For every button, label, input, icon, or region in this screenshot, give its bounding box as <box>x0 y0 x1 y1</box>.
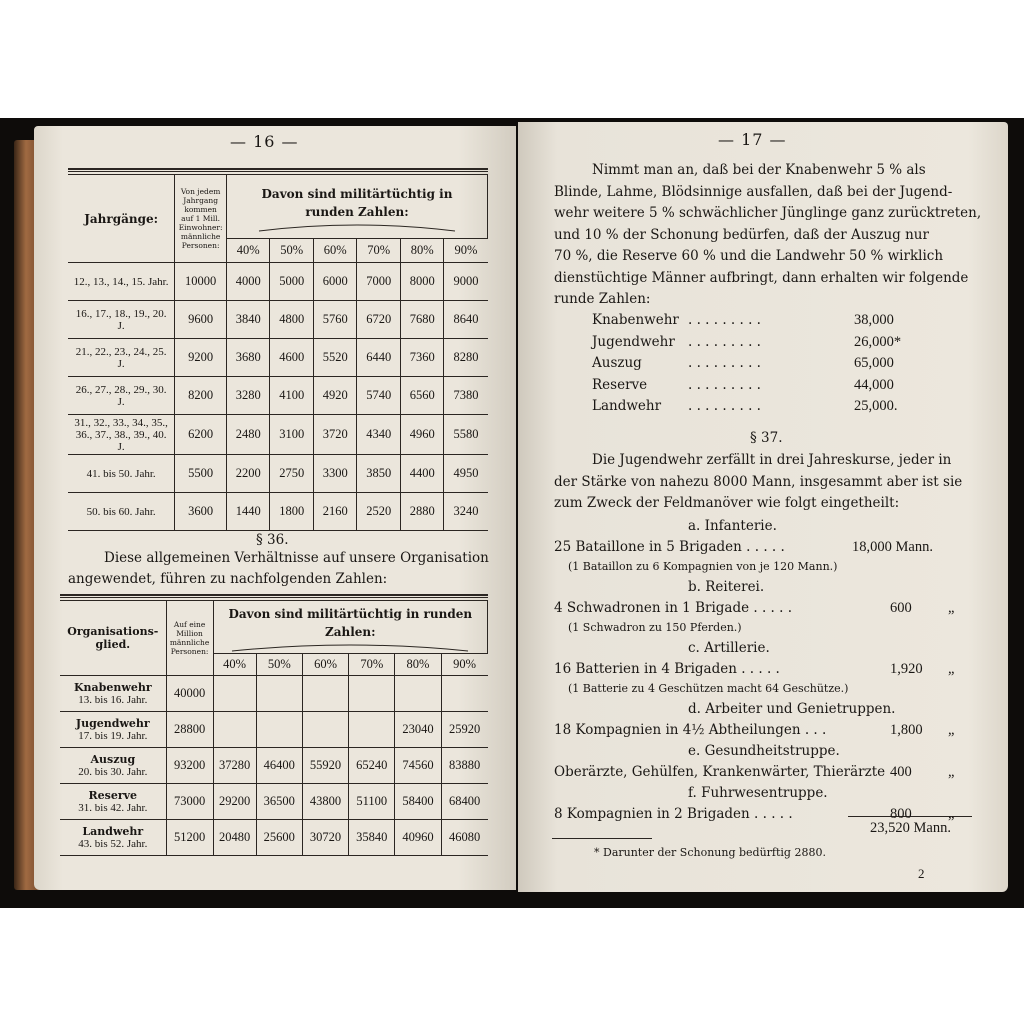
right-page <box>518 122 1008 892</box>
unit-value: 1,920 <box>890 661 923 677</box>
intro-line: wehr weitere 5 % schwächlicher Jünglinge ganz zurücktreten, <box>554 205 982 221</box>
total-value: 65,000 <box>854 355 894 371</box>
unit-heading: d. Arbeiter und Genietruppen. <box>688 701 896 717</box>
cell-value <box>395 676 441 712</box>
pct-header: 50% <box>256 654 302 676</box>
pct-header: 70% <box>357 239 401 263</box>
table2-rule <box>60 594 488 598</box>
cell-value <box>213 676 256 712</box>
unit-value: 18,000 Mann. <box>852 539 933 555</box>
cell-value: 4000 <box>226 263 270 301</box>
cell-value <box>302 712 348 748</box>
cell-value: 8000 <box>400 263 444 301</box>
top-rule <box>68 168 488 172</box>
cell-value: 68400 <box>441 784 487 820</box>
cell-value: 6440 <box>357 339 401 377</box>
pct-header: 60% <box>313 239 357 263</box>
paragraph-line: zum Zweck der Feldmanöver wie folgt eingetheilt: <box>554 495 900 511</box>
row-label <box>60 784 166 820</box>
cell-value: 2880 <box>400 493 444 531</box>
table-row <box>68 339 488 377</box>
row-label <box>60 712 166 748</box>
row-label: 21., 22., 23., 24., 25. J. <box>68 339 175 377</box>
col-header-count: Von jedem Jahrgang kommen auf 1 Mill. Einwohner: männliche Personen: <box>175 175 227 263</box>
unit-value: 600 <box>890 600 912 616</box>
cell-value: 43800 <box>302 784 348 820</box>
cell-value <box>302 676 348 712</box>
cell-value: 36500 <box>256 784 302 820</box>
table-age-groups <box>68 174 488 531</box>
intro-line: Blinde, Lahme, Blödsinnige ausfallen, daß bei der Jugend- <box>554 183 953 200</box>
unit-heading: a. Infanterie. <box>688 518 777 534</box>
left-page <box>34 126 516 890</box>
cell-value: 2520 <box>357 493 401 531</box>
row-name: Reserve <box>88 788 138 802</box>
unit-heading: e. Gesundheitstruppe. <box>688 743 840 759</box>
cell-value: 20480 <box>213 820 256 856</box>
cell-value: 37280 <box>213 748 256 784</box>
row-label: 12., 13., 14., 15. Jahr. <box>68 263 175 301</box>
intro-line: runde Zahlen: <box>554 291 651 307</box>
cell-value: 5580 <box>444 415 488 455</box>
cell-value: 5760 <box>313 301 357 339</box>
cell-value: 8280 <box>444 339 488 377</box>
leader-dots: . . . . . . . . . <box>688 376 761 393</box>
ditto-mark: „ <box>948 600 955 616</box>
total-label: Jugendwehr <box>592 333 675 350</box>
cell-value: 4600 <box>270 339 314 377</box>
leader-dots: . . . . . . . . . <box>688 312 761 328</box>
row-label: 50. bis 60. Jahr. <box>68 493 175 531</box>
cell-value <box>349 712 395 748</box>
total-label: Auszug <box>592 355 642 371</box>
cell-value: 35840 <box>349 820 395 856</box>
unit-note: (1 Schwadron zu 150 Pferden.) <box>568 621 742 634</box>
cell-value: 46400 <box>256 748 302 784</box>
cell-value: 3720 <box>313 415 357 455</box>
table-row <box>68 377 488 415</box>
unit-heading: f. Fuhrwesentruppe. <box>688 785 828 801</box>
row-count: 6200 <box>175 415 227 455</box>
table-row <box>60 748 488 784</box>
row-years: 43. bis 52. Jahr. <box>78 837 148 850</box>
pct-header: 50% <box>270 239 314 263</box>
cell-value: 3680 <box>226 339 270 377</box>
row-name: Auszug <box>90 752 136 766</box>
footnote: * Darunter der Schonung bedürftig 2880. <box>594 846 826 859</box>
cell-value: 1800 <box>270 493 314 531</box>
total-label: Landwehr <box>592 398 662 414</box>
ditto-mark: „ <box>948 661 955 677</box>
intro-line: Nimmt man an, daß bei der Knabenwehr 5 % als <box>592 162 926 178</box>
row-count: 10000 <box>175 263 227 301</box>
cell-value: 40960 <box>395 820 441 856</box>
row-count: 3600 <box>175 493 227 531</box>
page-number-left: — 16 — <box>230 132 299 151</box>
row-years: 20. bis 30. Jahr. <box>78 765 148 778</box>
cell-value: 58400 <box>395 784 441 820</box>
unit-line: 8 Kompagnien in 2 Brigaden . . . . . <box>554 806 793 822</box>
footnote-rule <box>552 838 652 839</box>
cell-value: 30720 <box>302 820 348 856</box>
row-label: 31., 32., 33., 34., 35., 36., 37., 38., 39., 40. J. <box>68 415 175 455</box>
page-number-right: — 17 — <box>718 130 787 149</box>
cell-value: 3100 <box>270 415 314 455</box>
cell-value: 4950 <box>444 455 488 493</box>
pct-header: 80% <box>395 654 441 676</box>
pct-header: 80% <box>400 239 444 263</box>
row-name: Knabenwehr <box>73 680 152 694</box>
cell-value: 9000 <box>444 263 488 301</box>
cell-value: 3850 <box>357 455 401 493</box>
unit-value: 1,800 <box>890 722 923 738</box>
row-name: Jugendwehr <box>75 716 150 730</box>
row-years: 17. bis 19. Jahr. <box>78 729 148 742</box>
cell-value: 7360 <box>400 339 444 377</box>
leader-dots: . . . . . . . . . <box>688 355 761 371</box>
cell-value: 3240 <box>444 493 488 531</box>
row-count: 9200 <box>175 339 227 377</box>
row-count: 8200 <box>175 377 227 415</box>
cell-value: 4100 <box>270 377 314 415</box>
signature-mark: 2 <box>918 866 925 881</box>
cell-value: 2750 <box>270 455 314 493</box>
cell-value: 2480 <box>226 415 270 455</box>
table-row <box>68 263 488 301</box>
unit-line: 16 Batterien in 4 Brigaden . . . . . <box>554 661 780 677</box>
cell-value <box>213 712 256 748</box>
pct-header: 40% <box>213 654 256 676</box>
row-count: 9600 <box>175 301 227 339</box>
row-count: 5500 <box>175 455 227 493</box>
row-label: 16., 17., 18., 19., 20. J. <box>68 301 175 339</box>
cell-value: 4400 <box>400 455 444 493</box>
row-label: 26., 27., 28., 29., 30. J. <box>68 377 175 415</box>
cell-value: 25920 <box>441 712 487 748</box>
cell-value <box>256 712 302 748</box>
brace-curve <box>230 643 470 653</box>
pct-header: 90% <box>441 654 487 676</box>
cell-value: 1440 <box>226 493 270 531</box>
cell-value: 65240 <box>349 748 395 784</box>
row-years: 31. bis 42. Jahr. <box>78 801 148 814</box>
paragraph-line: Diese allgemeinen Verhältnisse auf unsere Organisation <box>104 550 489 566</box>
paragraph-line: der Stärke von nahezu 8000 Mann, insgesammt aber ist sie <box>554 473 963 490</box>
unit-line: 18 Kompagnien in 4½ Abtheilungen . . . <box>554 722 827 738</box>
paragraph-line: Die Jugendwehr zerfällt in drei Jahreskurse, jeder in <box>592 452 952 468</box>
row-count: 40000 <box>166 676 213 712</box>
table-row <box>60 784 488 820</box>
paragraph-line: angewendet, führen zu nachfolgenden Zahlen: <box>68 571 388 587</box>
table-row <box>68 455 488 493</box>
cell-value <box>441 676 487 712</box>
cell-value: 4800 <box>270 301 314 339</box>
cell-value: 29200 <box>213 784 256 820</box>
cell-value: 23040 <box>395 712 441 748</box>
unit-line: Oberärzte, Gehülfen, Krankenwärter, Thierärzte <box>554 764 886 780</box>
cell-value: 7380 <box>444 377 488 415</box>
col-header-label: Organisations-glied. <box>60 601 166 676</box>
cell-value: 5000 <box>270 263 314 301</box>
ditto-mark: „ <box>948 806 955 822</box>
intro-line: 70 %, die Reserve 60 % und die Landwehr 50 % wirklich <box>554 248 944 264</box>
cell-value: 7680 <box>400 301 444 339</box>
unit-note: (1 Batterie zu 4 Geschützen macht 64 Geschütze.) <box>568 682 849 695</box>
cell-value: 3280 <box>226 377 270 415</box>
row-count: 51200 <box>166 820 213 856</box>
cell-value: 3300 <box>313 455 357 493</box>
cell-value <box>349 676 395 712</box>
unit-heading: c. Artillerie. <box>688 640 770 656</box>
table-row <box>68 415 488 455</box>
unit-value: 400 <box>890 764 912 780</box>
brace-curve <box>257 223 457 233</box>
row-count: 73000 <box>166 784 213 820</box>
cell-value <box>256 676 302 712</box>
cell-value: 8640 <box>444 301 488 339</box>
cell-value: 55920 <box>302 748 348 784</box>
table-row <box>60 820 488 856</box>
cell-value: 5740 <box>357 377 401 415</box>
leader-dots: . . . . . . . . . <box>688 333 761 350</box>
row-count: 28800 <box>166 712 213 748</box>
row-label <box>60 820 166 856</box>
row-label <box>60 748 166 784</box>
cell-value: 4960 <box>400 415 444 455</box>
section-37: § 37. <box>750 430 783 446</box>
cell-value: 25600 <box>256 820 302 856</box>
grand-total: 23,520 Mann. <box>870 820 951 836</box>
group-title: Davon sind militärtüchtig in runden Zahlen: <box>228 607 473 639</box>
col-header-count: Auf eine Million männliche Personen: <box>166 601 213 676</box>
cell-value: 4340 <box>357 415 401 455</box>
total-label: Knabenwehr <box>592 312 679 328</box>
cell-value: 6720 <box>357 301 401 339</box>
pct-header: 70% <box>349 654 395 676</box>
ditto-mark: „ <box>948 722 955 738</box>
cell-value: 74560 <box>395 748 441 784</box>
total-value: 26,000* <box>854 333 902 350</box>
intro-line: und 10 % der Schonung bedürfen, daß der Auszug nur <box>554 226 929 243</box>
unit-note: (1 Bataillon zu 6 Kompagnien von je 120 Mann.) <box>568 560 838 573</box>
table-row <box>68 301 488 339</box>
cell-value: 7000 <box>357 263 401 301</box>
total-value: 38,000 <box>854 312 894 328</box>
intro-line: dienstüchtige Männer aufbringt, dann erhalten wir folgende <box>554 269 969 286</box>
cell-value: 2200 <box>226 455 270 493</box>
total-label: Reserve <box>592 376 648 393</box>
total-value: 44,000 <box>854 376 894 393</box>
col-header-group <box>213 601 487 654</box>
group-title: Davon sind militärtüchtig in runden Zahlen: <box>261 186 453 219</box>
row-count: 93200 <box>166 748 213 784</box>
cell-value: 2160 <box>313 493 357 531</box>
cell-value: 6000 <box>313 263 357 301</box>
cell-value: 5520 <box>313 339 357 377</box>
ditto-mark: „ <box>948 764 955 780</box>
table-row <box>60 676 488 712</box>
unit-value: 800 <box>890 806 912 822</box>
pct-header: 60% <box>302 654 348 676</box>
row-years: 13. bis 16. Jahr. <box>78 693 148 706</box>
pct-header: 40% <box>226 239 270 263</box>
cell-value: 3840 <box>226 301 270 339</box>
cell-value: 46080 <box>441 820 487 856</box>
unit-line: 25 Bataillone in 5 Brigaden . . . . . <box>554 539 785 555</box>
cell-value: 51100 <box>349 784 395 820</box>
col-header-label: Jahrgänge: <box>68 175 175 263</box>
unit-heading: b. Reiterei. <box>688 579 765 595</box>
unit-line: 4 Schwadronen in 1 Brigade . . . . . <box>554 600 792 616</box>
col-header-group <box>226 175 487 239</box>
cell-value: 6560 <box>400 377 444 415</box>
pct-header: 90% <box>444 239 488 263</box>
table-row <box>68 493 488 531</box>
cell-value: 83880 <box>441 748 487 784</box>
section-36: § 36. <box>256 532 289 548</box>
table-row <box>60 712 488 748</box>
total-value: 25,000. <box>854 398 898 414</box>
cell-value: 4920 <box>313 377 357 415</box>
row-label <box>60 676 166 712</box>
leader-dots: . . . . . . . . . <box>688 398 761 414</box>
row-label: 41. bis 50. Jahr. <box>68 455 175 493</box>
table-organisation <box>60 600 488 856</box>
row-name: Landwehr <box>82 824 144 838</box>
